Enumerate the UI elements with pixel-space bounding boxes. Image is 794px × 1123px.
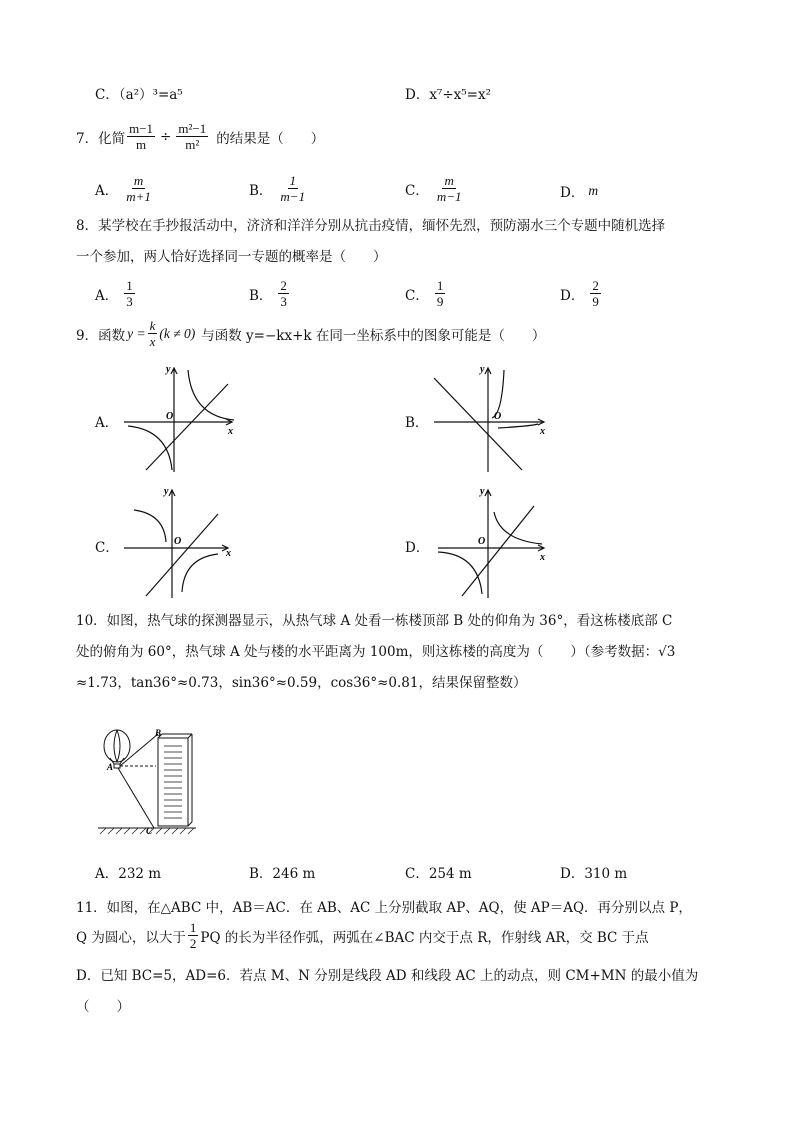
q8-optA-num: 1 xyxy=(126,278,133,293)
q7-frac2-den: m² xyxy=(185,137,200,152)
q8-option-d xyxy=(560,278,603,309)
q10-stem xyxy=(76,606,722,699)
q8-option-d-label: D． xyxy=(560,287,585,304)
q8-option-c xyxy=(405,278,447,309)
q8-optA-den: 3 xyxy=(126,294,133,309)
q10-label-a: A xyxy=(107,762,114,772)
q9-func-cond: (k ≠ 0) xyxy=(159,325,196,341)
q11-line-2-suffix: PQ 的长为半径作弧，两弧在∠BAC 内交于点 R，作射线 AR，交 BC 于点 xyxy=(200,929,649,946)
q11-line-3: D．已知 BC=5，AD=6．若点 M、N 分别是线段 AD 和线段 AC 上的动点，则 CM+MN 的最小值为 xyxy=(76,968,699,984)
q8-line-2: 一个参加，两人恰好选择同一专题的概率是（ ） xyxy=(76,249,387,265)
q9-graph-b xyxy=(428,362,550,474)
q7-frac2-num: m²−1 xyxy=(178,121,207,136)
q9-stem-prefix: 9．函数 xyxy=(76,327,126,344)
q10-option-b: B．246 m xyxy=(249,866,316,882)
q6-option-c: C．（a²）³=a⁵ xyxy=(95,87,183,103)
q7-optA-den: m+1 xyxy=(126,189,151,204)
q8-optD-den: 9 xyxy=(592,294,599,309)
q8-stem xyxy=(76,211,722,273)
q9-c-origin: O xyxy=(174,536,182,547)
q8-option-c-label: C． xyxy=(405,287,429,304)
q8-option-a-label: A． xyxy=(95,287,119,304)
q9-func-den: x xyxy=(149,334,156,349)
q9-d-x-label: x xyxy=(540,552,545,563)
q10-option-a: A．232 m xyxy=(95,866,162,882)
q7-option-d-label: D． xyxy=(560,185,585,201)
q7-optC-num: m xyxy=(444,173,454,188)
q8-option-b-label: B． xyxy=(249,287,273,304)
q7-option-c-label: C． xyxy=(405,182,429,199)
q9-d-y-label: y xyxy=(480,486,485,497)
q7-option-c xyxy=(405,173,466,204)
q10-label-c: C xyxy=(146,826,153,836)
q7-optD-val: m xyxy=(588,183,599,198)
q9-graph-a xyxy=(118,362,240,474)
q7-fraction-2 xyxy=(176,121,208,152)
q7-operator: ÷ xyxy=(160,128,172,145)
q10-balloon-figure xyxy=(96,724,206,838)
q9-a-y-label: y xyxy=(166,364,171,375)
q9-b-x-label: x xyxy=(540,426,545,437)
q10-option-d: D．310 m xyxy=(560,866,628,882)
q7-option-b-label: B． xyxy=(249,182,273,199)
q7-optB-num: 1 xyxy=(289,173,296,188)
q7-optB-den: m−1 xyxy=(280,189,306,204)
q11-line-4: （ ） xyxy=(76,999,130,1015)
q7-optA-num: m xyxy=(133,173,144,188)
q9-option-b-label: B． xyxy=(405,415,429,431)
q9-a-x-label: x xyxy=(228,426,233,437)
q10-line-2: 处的俯角为 60°，热气球 A 处与楼的水平距离为 100m，则这栋楼的高度为（ ）（参考数据：√3 xyxy=(76,644,676,660)
q10-line-1: 10．如图，热气球的探测器显示，从热气球 A 处看一栋楼顶部 B 处的仰角为 36°，看这栋楼底部 C xyxy=(76,613,673,629)
q9-option-d-label: D． xyxy=(405,540,430,556)
q11-line-2-prefix: Q 为圆心，以大于 xyxy=(76,929,186,946)
q9-stem-suffix: 与函数 y=−kx+k 在同一坐标系中的图象可能是（ ） xyxy=(201,327,546,344)
q7-frac1-num: m−1 xyxy=(129,121,154,136)
q9-d-origin: O xyxy=(478,536,486,547)
q9-b-origin: O xyxy=(494,411,502,422)
q9-b-y-label: y xyxy=(480,364,485,375)
q7-option-a xyxy=(95,173,155,204)
q8-option-b xyxy=(249,278,291,309)
q8-optC-num: 1 xyxy=(436,278,444,293)
q8-optD-num: 2 xyxy=(592,278,599,293)
q9-a-origin: O xyxy=(166,411,174,422)
q11-line-2 xyxy=(76,920,649,951)
q6-option-d: D．x⁷÷x⁵=x² xyxy=(405,87,492,103)
q11-line-1: 11．如图，在△ABC 中，AB＝AC．在 AB、AC 上分别截取 AP、AQ，使 AP＝AQ．再分别以点 P， xyxy=(76,900,692,916)
q11-half-num: 1 xyxy=(189,920,197,935)
q10-label-b: B xyxy=(155,728,162,738)
q7-optC-den: m−1 xyxy=(436,189,462,204)
q7-stem-suffix: 的结果是（ ） xyxy=(216,130,325,147)
q7-stem xyxy=(76,121,324,152)
q9-c-x-label: x xyxy=(226,548,231,559)
q8-optB-num: 2 xyxy=(280,278,287,293)
q11-half-den: 2 xyxy=(189,936,197,951)
q7-option-b xyxy=(249,173,309,204)
q9-option-a-label: A． xyxy=(95,415,119,431)
q8-optB-den: 3 xyxy=(280,294,287,309)
q7-option-a-label: A． xyxy=(95,182,119,199)
q9-graph-c xyxy=(118,484,240,602)
q9-option-c-label: C． xyxy=(95,540,119,556)
q7-fraction-1 xyxy=(127,121,155,152)
q10-option-c: C．254 m xyxy=(405,866,472,882)
q10-line-3: ≈1.73，tan36°≈0.73，sin36°≈0.59，cos36°≈0.81，结果保留整数） xyxy=(76,675,527,691)
q9-c-y-label: y xyxy=(164,486,169,497)
q8-optC-den: 9 xyxy=(436,294,444,309)
q7-option-d xyxy=(560,181,598,201)
q9-graph-d xyxy=(428,484,550,602)
q9-func-y: y = xyxy=(127,325,146,341)
q8-line-1: 8．某学校在手抄报活动中，济济和洋洋分别从抗击疫情，缅怀先烈，预防溺水三个专题中随机选择 xyxy=(76,218,666,234)
q7-frac1-den: m xyxy=(136,137,147,152)
q7-stem-prefix: 7．化简 xyxy=(76,130,126,147)
q9-stem xyxy=(76,318,545,349)
q8-option-a xyxy=(95,278,137,309)
q9-func-num: k xyxy=(149,318,156,333)
